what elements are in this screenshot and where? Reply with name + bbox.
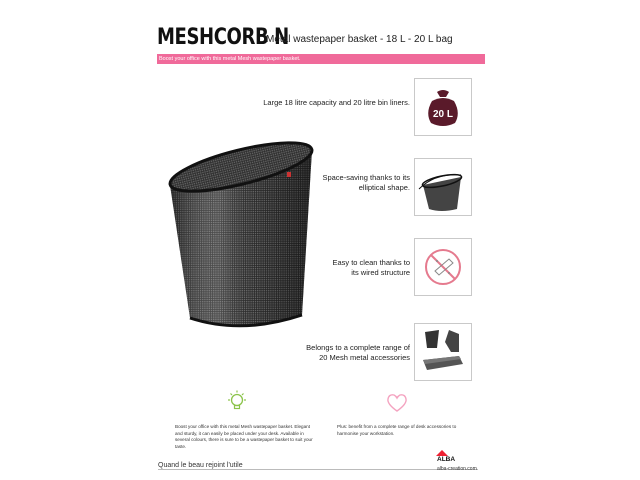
feature-clean-text: Easy to clean thanks to its wired structure xyxy=(332,258,410,277)
description-left: Boost your office with this metal Mesh wastepaper basket. Elegant and sturdy, it can easily be placed under your desk. Available in several colours, there is sure to be a wastepaper basket to suit your taste. xyxy=(175,424,313,449)
feature-shape-box xyxy=(414,158,472,216)
brand-name: ALBA xyxy=(437,456,456,463)
heart-icon xyxy=(386,393,408,413)
feature-range-text: Belongs to a complete range of 20 Mesh metal accessories xyxy=(306,343,410,362)
description-right: Plus: benefit from a complete range of desk accessories to harmonise your workstation. xyxy=(337,424,457,436)
slogan: Quand le beau rejoint l'utile xyxy=(158,462,243,469)
elliptical-basket-icon xyxy=(415,159,471,215)
bin-bag-20l-icon xyxy=(415,79,471,135)
product-title: MESHCORB N xyxy=(157,25,289,50)
feature-shape-text: Space-saving thanks to its elliptical shape. xyxy=(322,173,410,192)
bag-label: 20 L xyxy=(432,109,454,120)
no-dust-icon xyxy=(415,239,471,295)
product-subtitle: Metal wastepaper basket - 18 L - 20 L bag xyxy=(266,34,453,45)
footer-divider xyxy=(158,469,478,470)
feature-capacity-text: Large 18 litre capacity and 20 litre bin liners. xyxy=(263,98,410,107)
banner-text: Boost your office with this metal Mesh wastepaper basket. xyxy=(159,56,301,62)
mesh-accessories-icon xyxy=(415,324,471,380)
feature-capacity-box xyxy=(414,78,472,136)
feature-clean-box xyxy=(414,238,472,296)
lightbulb-icon xyxy=(226,390,248,414)
feature-range-box xyxy=(414,323,472,381)
mesh-basket-image xyxy=(162,140,317,335)
brand-url: alba-creation.com xyxy=(437,466,477,472)
pink-banner xyxy=(157,54,485,64)
